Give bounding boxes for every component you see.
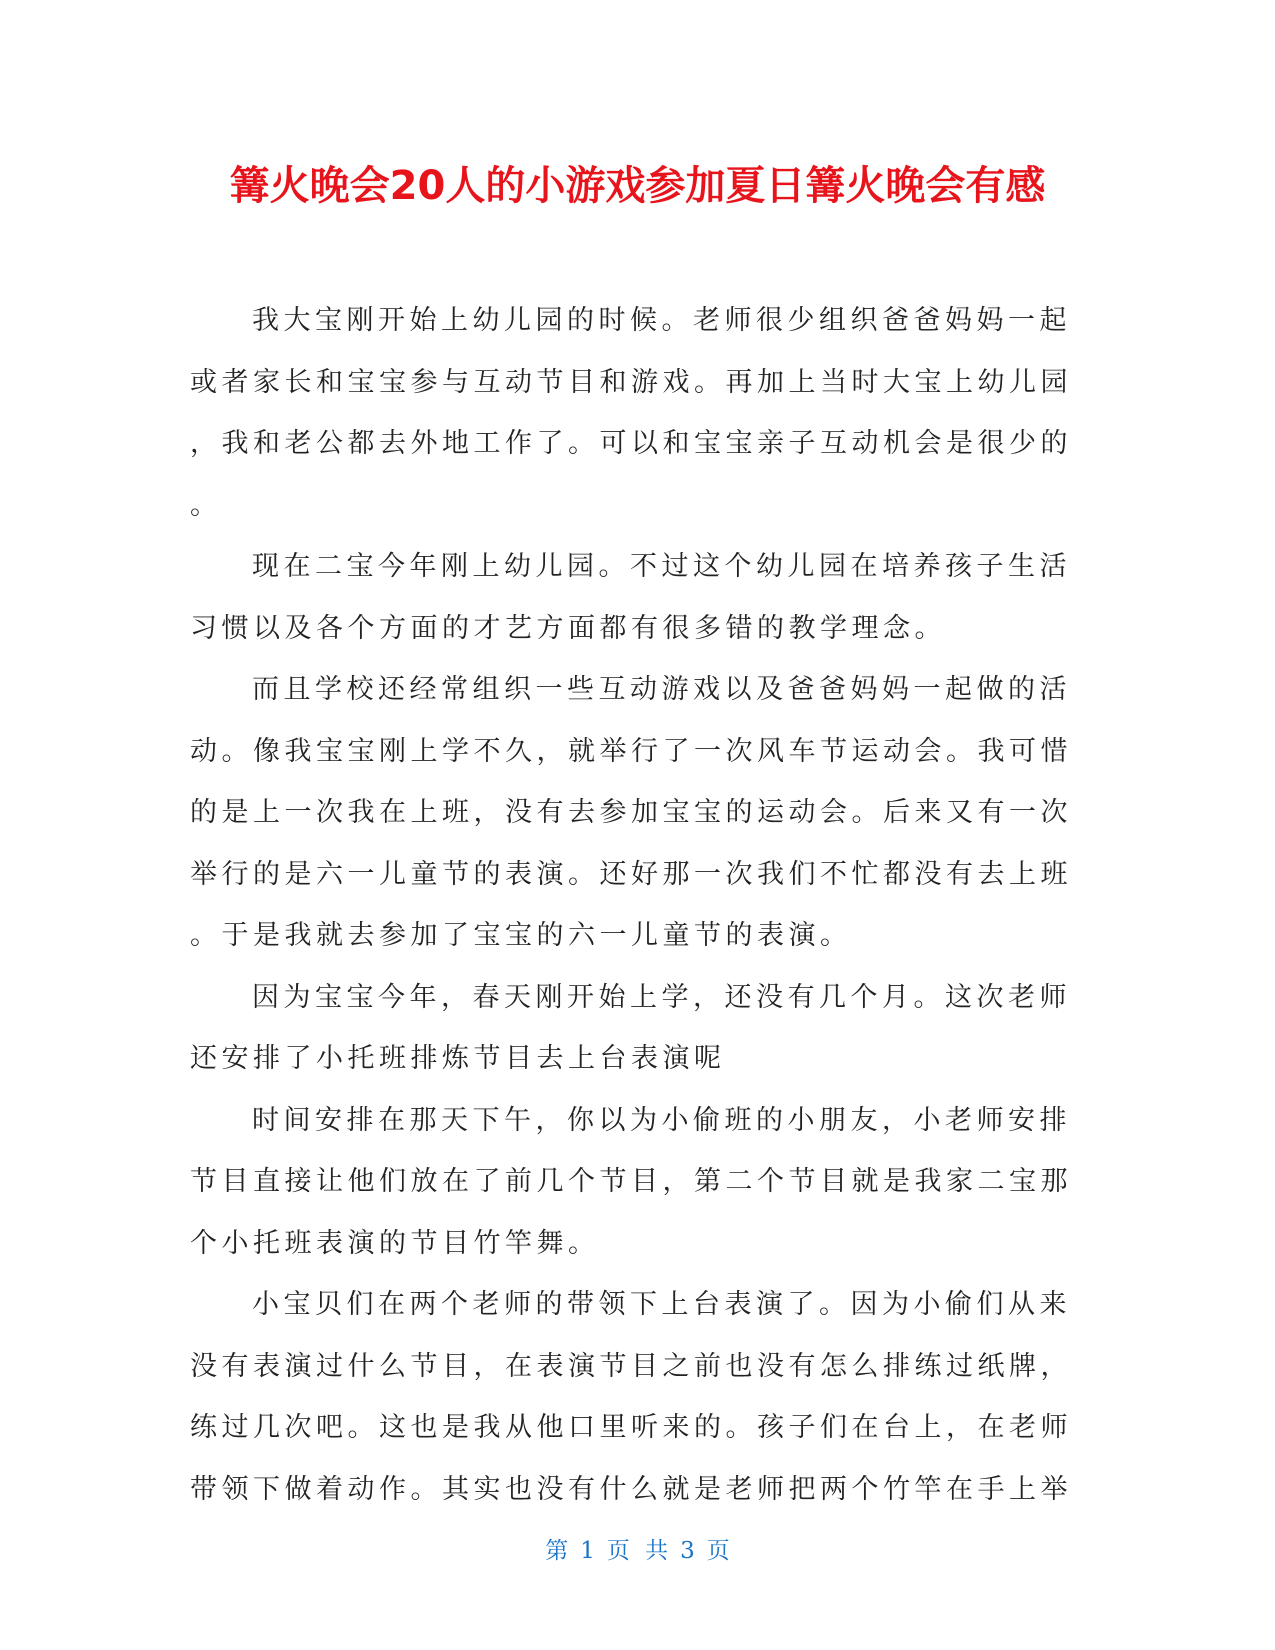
paragraph-2-line-1: 现在二宝今年刚上幼儿园。不过这个幼儿园在培养孩子生活 [252,551,1071,582]
paragraph-3-line-2: 动。像我宝宝刚上学不久，就举行了一次风车节运动会。我可惜 [190,735,1072,767]
paragraph-1-line-1: 我大宝刚开始上幼儿园的时候。老师很少组织爸爸妈妈一起 [252,305,1071,336]
page-footer [0,1535,1275,1567]
document-title: 篝火晚会20人的小游戏参加夏日篝火晚会有感 [229,163,1046,209]
paragraph-3-line-1: 而且学校还经常组织一些互动游戏以及爸爸妈妈一起做的活 [252,674,1071,705]
paragraph-1-line-3: ，我和老公都去外地工作了。可以和宝宝亲子互动机会是很少的 [190,428,1072,459]
paragraph-4-line-1: 因为宝宝今年，春天刚开始上学，还没有几个月。这次老师 [252,981,1071,1013]
paragraph-6-line-3: 练过几次吧。这也是我从他口里听来的。孩子们在台上，在老师 [190,1412,1072,1443]
paragraph-3-line-3: 的是上一次我在上班，没有去参加宝宝的运动会。后来又有一次 [190,797,1072,828]
paragraph-1-line-4: 。 [190,489,222,521]
paragraph-5-line-1: 时间安排在那天下午，你以为小偷班的小朋友，小老师安排 [252,1104,1071,1136]
paragraph-6-line-2: 没有表演过什么节目，在表演节目之前也没有怎么排练过纸牌， [190,1350,1072,1382]
footer-prefix: 第 [545,1538,569,1564]
footer-mid: 页 共 [606,1538,669,1564]
paragraph-5-line-2: 节目直接让他们放在了前几个节目，第二个节目就是我家二宝那 [190,1166,1072,1197]
paragraph-6-line-1: 小宝贝们在两个老师的带领下上台表演了。因为小偷们从来 [252,1289,1071,1320]
footer-total-pages: 3 [680,1538,695,1564]
paragraph-3-line-5: 。于是我就去参加了宝宝的六一儿童节的表演。 [190,920,852,951]
paragraph-5-line-3: 个小托班表演的节目竹竿舞。 [190,1227,600,1259]
paragraph-3-line-4: 举行的是六一儿童节的表演。还好那一次我们不忙都没有去上班 [190,858,1072,890]
paragraph-1-line-2: 或者家长和宝宝参与互动节目和游戏。再加上当时大宝上幼儿园 [190,366,1072,398]
footer-current-page: 1 [580,1538,595,1564]
document-body [190,290,1072,1520]
footer-suffix: 页 [706,1538,730,1564]
paragraph-2-line-2: 习惯以及各个方面的才艺方面都有很多错的教学理念。 [190,612,946,644]
paragraph-4-line-2: 还安排了小托班排炼节目去上台表演呢 [190,1043,726,1074]
paragraph-6-line-4: 带领下做着动作。其实也没有什么就是老师把两个竹竿在手上举 [190,1473,1072,1505]
